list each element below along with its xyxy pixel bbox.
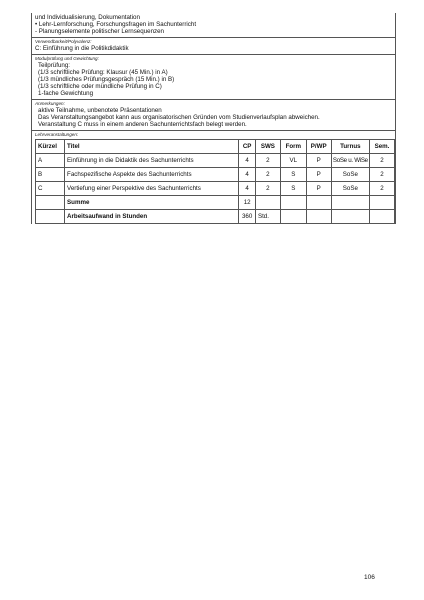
cell-cp: 4 bbox=[239, 154, 256, 168]
cell-sem: 2 bbox=[370, 182, 395, 196]
header-sws: SWS bbox=[255, 140, 280, 154]
aufwand-label: Arbeitsaufwand in Stunden bbox=[65, 210, 239, 224]
table-header-row bbox=[36, 140, 395, 154]
content-line: • Lehr-Lernforschung, Forschungsfragen im Sachunterricht bbox=[35, 21, 197, 28]
summe-row bbox=[36, 196, 395, 210]
cell-cp: 4 bbox=[239, 182, 256, 196]
summe-label: Summe bbox=[65, 196, 239, 210]
section-line: C: Einführung in die Politikdidaktik bbox=[35, 45, 129, 52]
section-line: (1/3 mündliches Prüfungsgespräch (15 Min.) in B) bbox=[38, 76, 175, 83]
cell-form: S bbox=[280, 182, 306, 196]
cell-kuerzel: B bbox=[36, 168, 65, 182]
section-line: (1/3 schriftliche Prüfung: Klausur (45 Min.) in A) bbox=[38, 69, 168, 76]
header-cp: CP bbox=[239, 140, 256, 154]
cell-empty bbox=[255, 196, 280, 210]
cell-empty bbox=[280, 196, 306, 210]
cell-titel: Einführung in die Didaktik des Sachunterrichts bbox=[65, 154, 239, 168]
cell-sws: 2 bbox=[255, 154, 280, 168]
summe-cp: 12 bbox=[239, 196, 256, 210]
cell-cp: 4 bbox=[239, 168, 256, 182]
cell-empty bbox=[370, 196, 395, 210]
section-line: Veranstaltung C muss in einem anderen Sachunterrichtsfach belegt werden. bbox=[38, 121, 247, 128]
cell-empty bbox=[306, 196, 331, 210]
content-continuation bbox=[32, 13, 395, 37]
cell-turnus: SoSe bbox=[331, 168, 369, 182]
header-turnus: Turnus bbox=[331, 140, 369, 154]
cell-kuerzel: A bbox=[36, 154, 65, 168]
anmerkungen-section bbox=[32, 99, 395, 130]
cell-empty bbox=[306, 210, 331, 224]
cell-empty bbox=[331, 196, 369, 210]
cell-sem: 2 bbox=[370, 168, 395, 182]
header-titel: Titel bbox=[65, 140, 239, 154]
cell-titel: Fachspezifische Aspekte des Sachunterrichts bbox=[65, 168, 239, 182]
verwendbarkeit-section bbox=[32, 37, 395, 54]
cell-turnus: SoSe u. WiSe bbox=[331, 154, 369, 168]
table-row bbox=[36, 168, 395, 182]
section-label: Verwendbarkeit/Polyvalenz: bbox=[35, 39, 92, 44]
content-line: und Individualisierung, Dokumentation bbox=[35, 14, 140, 21]
aufwand-row bbox=[36, 210, 395, 224]
table-row bbox=[36, 154, 395, 168]
cell-sws: 2 bbox=[255, 182, 280, 196]
cell-empty bbox=[36, 196, 65, 210]
table-row bbox=[36, 182, 395, 196]
header-sem: Sem. bbox=[370, 140, 395, 154]
section-line: aktive Teilnahme, unbenotete Präsentationen bbox=[38, 107, 162, 114]
section-line: Das Veranstaltungsangebot kann aus organisatorischen Gründen vom Studienverlaufsplan abweichen. bbox=[38, 114, 320, 121]
cell-empty bbox=[280, 210, 306, 224]
header-form: Form bbox=[280, 140, 306, 154]
cell-empty bbox=[36, 210, 65, 224]
cell-turnus: SoSe bbox=[331, 182, 369, 196]
cell-sws: 2 bbox=[255, 168, 280, 182]
cell-kuerzel: C bbox=[36, 182, 65, 196]
cell-empty bbox=[370, 210, 395, 224]
module-frame bbox=[31, 13, 396, 224]
cell-titel: Vertiefung einer Perspektive des Sachunterrichts bbox=[65, 182, 239, 196]
courses-table bbox=[35, 139, 395, 224]
aufwand-unit: Std. bbox=[255, 210, 280, 224]
section-label: Modulprüfung und Gewichtung: bbox=[35, 56, 99, 61]
header-kuerzel: Kürzel bbox=[36, 140, 65, 154]
section-line: 1-fache Gewichtung bbox=[38, 90, 94, 97]
cell-form: VL bbox=[280, 154, 306, 168]
header-pwp: P/WP bbox=[306, 140, 331, 154]
page-number: 106 bbox=[364, 574, 375, 581]
section-line: (1/3 schriftliche oder mündliche Prüfung in C) bbox=[38, 83, 162, 90]
cell-empty bbox=[331, 210, 369, 224]
section-label: Anmerkungen: bbox=[35, 101, 65, 106]
cell-pwp: P bbox=[306, 182, 331, 196]
section-line: Teilprüfung: bbox=[38, 62, 70, 69]
cell-sem: 2 bbox=[370, 154, 395, 168]
section-label: Lehrveranstaltungen: bbox=[35, 132, 79, 137]
cell-pwp: P bbox=[306, 154, 331, 168]
content-line: - Planungselemente politischer Lernsequenzen bbox=[35, 28, 164, 35]
aufwand-value: 360 bbox=[239, 210, 256, 224]
cell-form: S bbox=[280, 168, 306, 182]
cell-pwp: P bbox=[306, 168, 331, 182]
lehrveranstaltungen-section bbox=[32, 130, 395, 224]
modulpruefung-section bbox=[32, 54, 395, 99]
